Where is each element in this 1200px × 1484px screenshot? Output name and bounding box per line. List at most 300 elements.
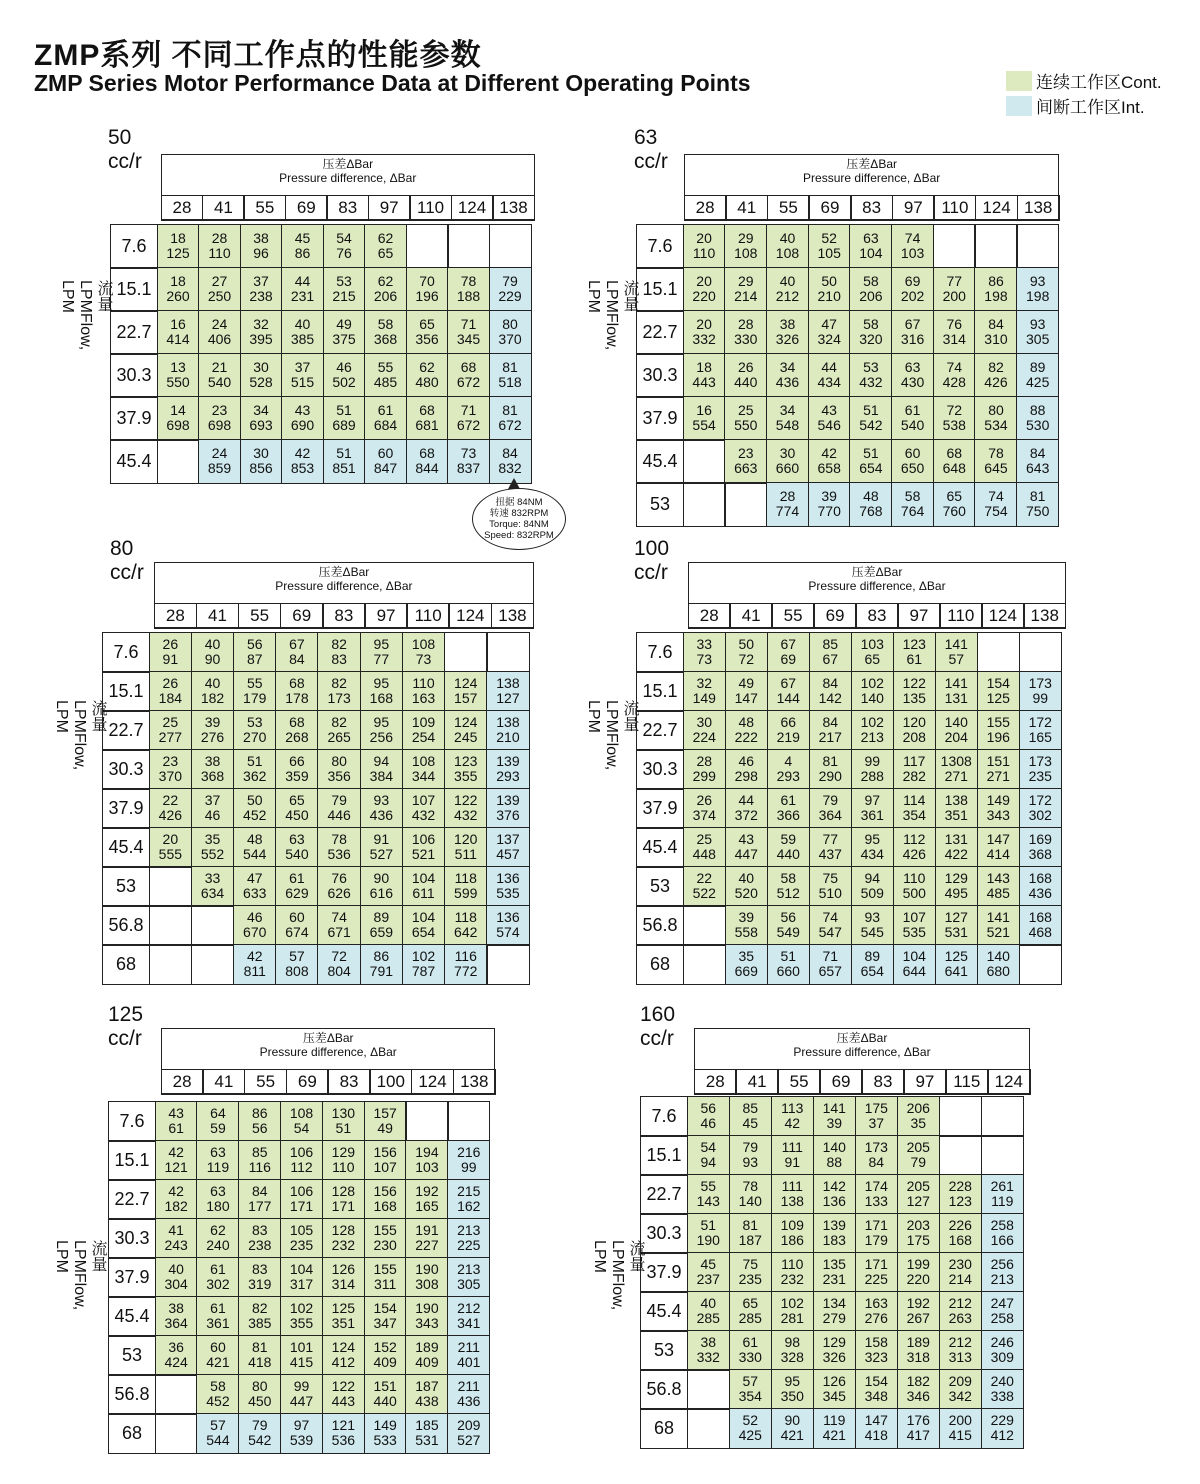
speed-value: 270 bbox=[243, 729, 267, 746]
torque-value: 171 bbox=[864, 1256, 888, 1273]
torque-value: 69 bbox=[904, 273, 921, 290]
torque-value: 151 bbox=[373, 1378, 397, 1395]
torque-value: 38 bbox=[779, 316, 796, 333]
speed-value: 277 bbox=[158, 729, 183, 746]
speed-value: 426 bbox=[902, 846, 926, 863]
speed-value: 540 bbox=[207, 374, 232, 391]
speed-value: 49 bbox=[377, 1120, 393, 1137]
speed-value: 415 bbox=[948, 1427, 972, 1444]
data-cell bbox=[1016, 353, 1059, 398]
torque-value: 211 bbox=[457, 1378, 480, 1395]
torque-value: 90 bbox=[784, 1412, 801, 1429]
flow-axis-cn: 流量LPM bbox=[77, 280, 112, 313]
data-cell bbox=[364, 1296, 407, 1337]
data-cell bbox=[808, 224, 851, 269]
speed-value: 93 bbox=[742, 1154, 759, 1171]
data-cell bbox=[1019, 632, 1063, 673]
torque-value: 67 bbox=[780, 675, 797, 692]
torque-value: 258 bbox=[990, 1217, 1014, 1234]
torque-value: 74 bbox=[946, 359, 963, 376]
pressure-values bbox=[161, 1069, 496, 1095]
speed-value: 359 bbox=[285, 768, 309, 785]
speed-value: 314 bbox=[331, 1276, 356, 1293]
speed-value: 542 bbox=[248, 1432, 272, 1449]
torque-value: 114 bbox=[903, 792, 926, 809]
speed-value: 222 bbox=[734, 729, 758, 746]
speed-value: 535 bbox=[902, 924, 926, 941]
flow-value: 7.6 bbox=[108, 1101, 156, 1142]
flow-value: 7.6 bbox=[640, 1096, 688, 1137]
speed-value: 224 bbox=[692, 729, 716, 746]
data-cell bbox=[935, 827, 979, 868]
data-cell bbox=[891, 224, 934, 269]
flow-axis-label bbox=[590, 1240, 644, 1310]
pressure-value: 124 bbox=[451, 195, 494, 221]
data-cell bbox=[683, 396, 726, 441]
data-cell bbox=[486, 749, 530, 790]
data-cell bbox=[1019, 905, 1063, 946]
data-cell bbox=[486, 866, 530, 907]
torque-value: 152 bbox=[373, 1339, 397, 1356]
torque-value: 141 bbox=[944, 675, 968, 692]
speed-value: 421 bbox=[822, 1427, 846, 1444]
speed-value: 42 bbox=[784, 1115, 801, 1132]
data-cell bbox=[155, 1218, 198, 1259]
speed-value: 409 bbox=[415, 1354, 439, 1371]
flow-axis-label bbox=[58, 280, 112, 350]
speed-value: 285 bbox=[696, 1310, 720, 1327]
torque-value: 60 bbox=[210, 1339, 226, 1356]
speed-value: 832 bbox=[498, 460, 522, 477]
pressure-header-cn: 压差ΔBar bbox=[846, 157, 897, 171]
speed-value: 536 bbox=[331, 1432, 356, 1449]
data-cell bbox=[486, 944, 530, 985]
data-cell bbox=[323, 310, 366, 355]
data-cell bbox=[317, 944, 361, 985]
data-cell bbox=[489, 396, 532, 441]
data-cell bbox=[981, 1369, 1025, 1410]
flow-axis-en: Flow, LPM bbox=[53, 1240, 88, 1311]
torque-value: 141 bbox=[944, 636, 968, 653]
torque-value: 205 bbox=[906, 1139, 930, 1156]
torque-value: 65 bbox=[742, 1295, 759, 1312]
data-cell bbox=[405, 1257, 448, 1298]
pressure-value: 97 bbox=[903, 1069, 946, 1095]
pressure-value: 28 bbox=[154, 603, 198, 629]
speed-value: 119 bbox=[991, 1193, 1014, 1210]
data-cell bbox=[729, 1291, 773, 1332]
torque-value: 93 bbox=[373, 792, 390, 809]
torque-value: 116 bbox=[454, 948, 477, 965]
data-cell bbox=[447, 1335, 490, 1376]
speed-value: 368 bbox=[200, 768, 225, 785]
speed-value: 629 bbox=[285, 885, 309, 902]
torque-value: 65 bbox=[419, 316, 435, 333]
flow-value: 22.7 bbox=[640, 1174, 688, 1215]
torque-value: 43 bbox=[821, 402, 837, 419]
torque-value: 120 bbox=[454, 831, 478, 848]
speed-value: 308 bbox=[415, 1276, 439, 1293]
speed-value: 361 bbox=[206, 1315, 230, 1332]
speed-value: 495 bbox=[944, 885, 968, 902]
torque-value: 139 bbox=[822, 1217, 846, 1234]
data-cell bbox=[406, 396, 449, 441]
pressure-value: 55 bbox=[777, 1069, 820, 1095]
speed-value: 341 bbox=[457, 1315, 481, 1332]
flow-value: 7.6 bbox=[636, 224, 684, 269]
torque-value: 58 bbox=[863, 273, 879, 290]
speed-value: 196 bbox=[415, 288, 439, 305]
data-cell bbox=[977, 866, 1021, 907]
data-cell bbox=[489, 353, 532, 398]
pressure-values bbox=[154, 603, 535, 629]
speed-value: 521 bbox=[986, 924, 1010, 941]
speed-value: 347 bbox=[373, 1315, 397, 1332]
speed-value: 689 bbox=[332, 417, 356, 434]
speed-value: 138 bbox=[780, 1193, 804, 1210]
speed-value: 196 bbox=[986, 729, 1010, 746]
torque-value: 32 bbox=[696, 675, 713, 692]
data-cell bbox=[849, 353, 892, 398]
data-cell bbox=[981, 1291, 1025, 1332]
torque-value: 29 bbox=[737, 273, 754, 290]
torque-value: 81 bbox=[742, 1217, 759, 1234]
pressure-header bbox=[161, 1028, 495, 1094]
data-cell bbox=[149, 710, 193, 751]
speed-value: 99 bbox=[460, 1159, 477, 1176]
torque-value: 48 bbox=[738, 714, 755, 731]
torque-value: 54 bbox=[336, 230, 352, 247]
speed-value: 355 bbox=[289, 1315, 314, 1332]
torque-value: 86 bbox=[988, 273, 1004, 290]
data-cell bbox=[933, 224, 976, 269]
torque-value: 39 bbox=[738, 909, 755, 926]
torque-value: 83 bbox=[251, 1261, 268, 1278]
speed-value: 142 bbox=[818, 690, 842, 707]
data-cell bbox=[729, 1213, 773, 1254]
flow-axis-label bbox=[584, 700, 638, 770]
speed-value: 83 bbox=[331, 651, 347, 668]
data-cell bbox=[486, 788, 530, 829]
data-cell bbox=[977, 788, 1021, 829]
flow-value: 45.4 bbox=[640, 1291, 688, 1332]
torque-value: 110 bbox=[781, 1256, 804, 1273]
torque-value: 68 bbox=[419, 445, 435, 462]
data-cell bbox=[275, 788, 319, 829]
data-cell bbox=[317, 632, 361, 673]
data-cell bbox=[364, 353, 407, 398]
data-cell bbox=[897, 1174, 941, 1215]
flow-value: 30.3 bbox=[636, 749, 684, 790]
torque-value: 108 bbox=[289, 1105, 314, 1122]
torque-value: 22 bbox=[696, 870, 713, 887]
speed-value: 354 bbox=[738, 1388, 762, 1405]
pressure-value: 55 bbox=[243, 195, 286, 221]
torque-value: 126 bbox=[822, 1373, 846, 1390]
data-cell bbox=[893, 866, 937, 907]
data-cell bbox=[1019, 944, 1063, 985]
torque-value: 154 bbox=[864, 1373, 888, 1390]
pressure-values bbox=[161, 195, 536, 221]
torque-value: 40 bbox=[738, 870, 755, 887]
pressure-value: 110 bbox=[933, 195, 976, 221]
torque-value: 38 bbox=[204, 753, 221, 770]
torque-value: 120 bbox=[902, 714, 926, 731]
data-cell bbox=[683, 827, 727, 868]
torque-value: 213 bbox=[457, 1222, 481, 1239]
torque-value: 95 bbox=[373, 714, 390, 731]
flow-value: 56.8 bbox=[640, 1369, 688, 1410]
data-cell bbox=[974, 439, 1017, 484]
speed-value: 616 bbox=[369, 885, 394, 902]
speed-value: 293 bbox=[496, 768, 520, 785]
torque-value: 136 bbox=[496, 870, 520, 887]
torque-value: 61 bbox=[289, 870, 305, 887]
speed-value: 103 bbox=[900, 245, 925, 262]
data-cell bbox=[1016, 482, 1059, 527]
data-cell bbox=[939, 1213, 983, 1254]
speed-value: 206 bbox=[373, 288, 398, 305]
speed-value: 104 bbox=[859, 245, 883, 262]
data-cell bbox=[771, 1174, 815, 1215]
data-cell bbox=[849, 439, 892, 484]
flow-value: 45.4 bbox=[102, 827, 150, 868]
torque-value: 86 bbox=[251, 1105, 268, 1122]
data-cell bbox=[809, 944, 853, 985]
speed-value: 426 bbox=[984, 374, 1008, 391]
speed-value: 173 bbox=[327, 690, 351, 707]
speed-value: 190 bbox=[696, 1232, 720, 1249]
torque-value: 228 bbox=[948, 1178, 972, 1195]
speed-value: 434 bbox=[817, 374, 841, 391]
data-cell bbox=[897, 1252, 941, 1293]
speed-value: 215 bbox=[332, 288, 356, 305]
data-cell bbox=[851, 749, 895, 790]
torque-value: 58 bbox=[904, 488, 921, 505]
data-cell bbox=[809, 827, 853, 868]
data-cell bbox=[729, 1096, 773, 1137]
pressure-value: 41 bbox=[202, 195, 245, 221]
data-cell bbox=[155, 1179, 198, 1220]
data-cell bbox=[447, 1179, 490, 1220]
data-cell bbox=[724, 396, 767, 441]
torque-value: 40 bbox=[204, 636, 221, 653]
torque-value: 127 bbox=[944, 909, 968, 926]
flow-value: 37.9 bbox=[636, 788, 684, 829]
speed-value: 61 bbox=[168, 1120, 184, 1137]
data-cell bbox=[933, 353, 976, 398]
data-cell bbox=[766, 482, 809, 527]
data-cell bbox=[196, 1140, 239, 1181]
speed-value: 343 bbox=[986, 807, 1010, 824]
pressure-header-en: Pressure difference, ΔBar bbox=[793, 1045, 931, 1059]
speed-value: 72 bbox=[738, 651, 755, 668]
speed-value: 157 bbox=[454, 690, 478, 707]
data-cell bbox=[157, 310, 200, 355]
speed-value: 425 bbox=[738, 1427, 762, 1444]
speed-value: 317 bbox=[289, 1276, 314, 1293]
data-cell bbox=[813, 1408, 857, 1449]
flow-value: 53 bbox=[636, 482, 684, 527]
torque-value: 47 bbox=[821, 316, 837, 333]
speed-value: 231 bbox=[290, 288, 315, 305]
data-cell bbox=[149, 866, 193, 907]
torque-value: 61 bbox=[210, 1300, 226, 1317]
data-cell bbox=[155, 1257, 198, 1298]
data-cell bbox=[322, 1374, 365, 1415]
torque-value: 79 bbox=[502, 273, 518, 290]
data-cell bbox=[808, 439, 851, 484]
torque-value: 34 bbox=[779, 359, 796, 376]
speed-value: 198 bbox=[1026, 288, 1050, 305]
speed-value: 88 bbox=[826, 1154, 843, 1171]
data-cell bbox=[1016, 439, 1059, 484]
torque-value: 155 bbox=[373, 1222, 397, 1239]
flow-value: 56.8 bbox=[108, 1374, 156, 1415]
data-cell bbox=[233, 710, 277, 751]
torque-value: 43 bbox=[738, 831, 755, 848]
pressure-value: 41 bbox=[735, 1069, 778, 1095]
torque-value: 23 bbox=[737, 445, 754, 462]
data-cell bbox=[280, 1413, 323, 1454]
data-cell bbox=[233, 749, 277, 790]
torque-value: 168 bbox=[1028, 870, 1052, 887]
data-cell bbox=[406, 267, 449, 312]
data-cell bbox=[447, 224, 490, 269]
data-cell bbox=[360, 905, 404, 946]
speed-value: 440 bbox=[373, 1393, 397, 1410]
data-cell bbox=[489, 439, 532, 484]
torque-value: 63 bbox=[210, 1144, 226, 1161]
pressure-value: 124 bbox=[448, 603, 492, 629]
torque-value: 247 bbox=[990, 1295, 1014, 1312]
data-cell bbox=[364, 224, 407, 269]
pressure-value: 110 bbox=[939, 603, 982, 629]
torque-value: 68 bbox=[946, 445, 963, 462]
pressure-value: 97 bbox=[892, 195, 935, 221]
flow-value: 53 bbox=[640, 1330, 688, 1371]
flow-value: 45.4 bbox=[108, 1296, 156, 1337]
pressure-header-cn: 压差ΔBar bbox=[318, 565, 370, 579]
speed-value: 555 bbox=[158, 846, 183, 863]
data-cell bbox=[360, 827, 404, 868]
speed-value: 110 bbox=[332, 1159, 355, 1176]
torque-value: 46 bbox=[336, 359, 352, 376]
speed-value: 434 bbox=[860, 846, 884, 863]
torque-value: 78 bbox=[460, 273, 477, 290]
speed-value: 328 bbox=[780, 1349, 804, 1366]
torque-value: 182 bbox=[906, 1373, 930, 1390]
torque-value: 63 bbox=[904, 359, 921, 376]
data-cell bbox=[813, 1213, 857, 1254]
torque-value: 209 bbox=[948, 1373, 972, 1390]
data-cell bbox=[933, 482, 976, 527]
flow-value: 7.6 bbox=[102, 632, 150, 673]
data-cell bbox=[893, 788, 937, 829]
pressure-value: 83 bbox=[861, 1069, 904, 1095]
data-cell bbox=[851, 944, 895, 985]
data-cell bbox=[486, 671, 530, 712]
flow-value: 56.8 bbox=[636, 905, 684, 946]
data-cell bbox=[196, 1257, 239, 1298]
torque-value: 141 bbox=[986, 909, 1010, 926]
data-cell bbox=[893, 827, 937, 868]
data-cell bbox=[360, 671, 404, 712]
data-cell bbox=[725, 710, 769, 751]
data-cell bbox=[447, 439, 490, 484]
flow-value: 45.4 bbox=[636, 439, 684, 484]
speed-value: 540 bbox=[900, 417, 925, 434]
torque-value: 51 bbox=[246, 753, 263, 770]
flow-value: 7.6 bbox=[636, 632, 684, 673]
torque-value: 85 bbox=[742, 1100, 759, 1117]
flow-axis-cn: 流量LPM bbox=[71, 1240, 106, 1273]
speed-value: 811 bbox=[243, 963, 266, 980]
torque-value: 139 bbox=[496, 792, 520, 809]
data-cell bbox=[809, 788, 853, 829]
torque-value: 51 bbox=[863, 445, 879, 462]
data-cell bbox=[364, 1218, 407, 1259]
speed-value: 123 bbox=[948, 1193, 972, 1210]
speed-value: 279 bbox=[822, 1310, 846, 1327]
pressure-header bbox=[688, 562, 1066, 628]
torque-value: 58 bbox=[377, 316, 394, 333]
torque-value: 123 bbox=[902, 636, 926, 653]
speed-value: 447 bbox=[289, 1393, 314, 1410]
torque-value: 122 bbox=[902, 675, 926, 692]
pressure-value: 55 bbox=[771, 603, 814, 629]
data-cell bbox=[149, 632, 193, 673]
data-cell bbox=[149, 944, 193, 985]
torque-value: 58 bbox=[780, 870, 797, 887]
callout-line-4: Speed: 832RPM bbox=[484, 530, 554, 541]
data-cell bbox=[489, 267, 532, 312]
data-cell bbox=[196, 1101, 239, 1142]
speed-value: 171 bbox=[331, 1198, 356, 1215]
torque-value: 16 bbox=[170, 316, 186, 333]
speed-value: 384 bbox=[369, 768, 394, 785]
torque-value: 229 bbox=[990, 1412, 1014, 1429]
torque-value: 65 bbox=[946, 488, 963, 505]
speed-value: 680 bbox=[986, 963, 1010, 980]
torque-value: 102 bbox=[860, 675, 884, 692]
speed-value: 344 bbox=[411, 768, 436, 785]
torque-value: 185 bbox=[415, 1417, 439, 1434]
speed-value: 260 bbox=[166, 288, 190, 305]
flow-value: 30.3 bbox=[108, 1218, 156, 1259]
torque-value: 72 bbox=[331, 948, 347, 965]
torque-value: 51 bbox=[336, 445, 352, 462]
data-cell bbox=[275, 671, 319, 712]
data-cell bbox=[981, 1252, 1025, 1293]
torque-value: 119 bbox=[823, 1412, 846, 1429]
torque-value: 104 bbox=[902, 948, 926, 965]
torque-value: 240 bbox=[990, 1373, 1014, 1390]
torque-value: 50 bbox=[738, 636, 755, 653]
torque-value: 56 bbox=[780, 909, 797, 926]
data-cell bbox=[977, 671, 1021, 712]
torque-value: 125 bbox=[331, 1300, 356, 1317]
speed-value: 293 bbox=[776, 768, 800, 785]
speed-value: 414 bbox=[986, 846, 1010, 863]
torque-value: 140 bbox=[944, 714, 968, 731]
data-cell bbox=[198, 439, 241, 484]
pressure-header-en: Pressure difference, ΔBar bbox=[279, 171, 417, 185]
torque-value: 135 bbox=[822, 1256, 846, 1273]
speed-value: 182 bbox=[164, 1198, 188, 1215]
torque-value: 52 bbox=[742, 1412, 759, 1429]
data-cell bbox=[198, 224, 241, 269]
